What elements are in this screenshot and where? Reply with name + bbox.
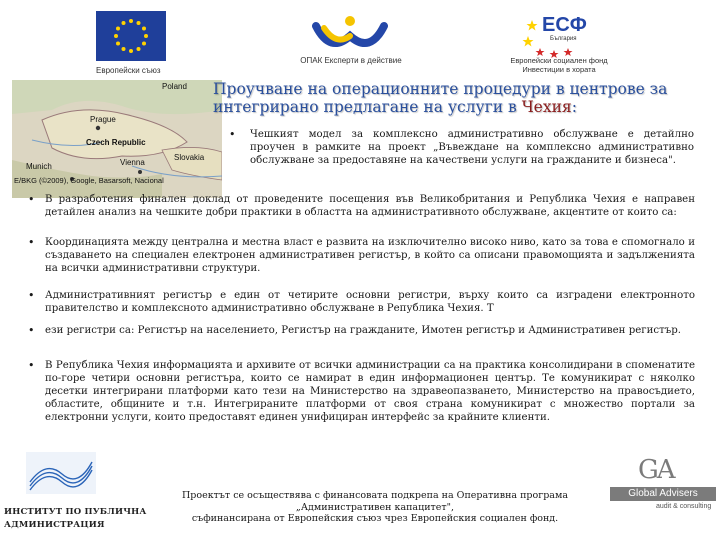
esf-logo-text: ЕСФ — [542, 14, 587, 36]
bullet-icon: • — [28, 289, 35, 302]
esf-caption-line2: Инвестиции в хората — [522, 65, 596, 74]
ga-logo-sub: audit & consulting — [656, 503, 712, 510]
institute-logo — [26, 452, 96, 494]
map-label-munich: Munich — [26, 162, 52, 171]
eu-caption: Европейски съюз — [96, 66, 161, 75]
bullet-icon: • — [229, 128, 236, 141]
title-main: Проучване на операционните процедури в центрове за интегрирано предлагане на услуги в — [213, 80, 668, 116]
title-highlight: Чехия — [521, 98, 572, 116]
esf-logo — [520, 14, 590, 58]
bullet-text-3: Координацията между централна и местна власт е развита на изключително високо ниво, като за това е спомогнало и създаването на специален електронен административен регистър, в който са описани правомощията и задълженията на всички административни структури. — [45, 237, 695, 274]
funding-note-line3: съфинансирана от Европейския съюз чрез Европейския социален фонд. — [191, 513, 559, 524]
map-credit: E/BKG (©2009), Google, Basarsoft, Nacional — [14, 176, 164, 185]
esf-caption-line1: Европейски социален фонд — [510, 56, 608, 65]
ga-monogram: GA — [638, 455, 674, 485]
global-advisers-logo — [610, 455, 720, 515]
title-suffix: : — [571, 98, 577, 116]
opak-figures-icon — [310, 14, 390, 54]
bullet-icon: • — [28, 236, 35, 249]
bullet-icon: • — [28, 324, 35, 337]
map-label-poland: Poland — [162, 82, 187, 91]
bullet-text-1: Чешкият модел за комплексно административно обслужване е детайлно проучен в рамките на проект „Въвеждане на комплексно административно обслужване за предоставяне на качествени услуги на гражданите и бизнеса". — [250, 129, 694, 166]
opak-logo — [310, 14, 390, 54]
institute-wave-icon — [26, 452, 96, 494]
esf-caption — [494, 56, 624, 74]
page-title — [213, 80, 713, 116]
bullet-text-5: ези регистри са: Регистър на населението, Регистър на гражданите, Имотен регистър и Административен регистър. — [45, 325, 681, 336]
funding-note-line1: Проектът се осъществява с финансовата подкрепа на Оперативна програма — [181, 490, 569, 501]
bullet-text-6: В Република Чехия информацията и архивите от всички администрации са на практика консолидирани в споменатите по-горе четири основни регистъра, които се намират в един информационен център. Те комуникират с няколко десетки интегрирани платформи като тези на Министерство на здравеопазването, Министерство на правосъдието, областите, общините и т.н. Интегрираните платформи от своя страна комуникират с множество портали за електронни услуги, които предоставят единен унифициран интерфейс за крайните клиенти. — [45, 360, 695, 423]
eu-flag-logo — [96, 11, 166, 61]
bullet-icon: • — [28, 193, 35, 206]
map-label-slovakia: Slovakia — [174, 153, 205, 162]
bullet-icon: • — [28, 359, 35, 372]
bullet-text-4: Административният регистър е един от четирите основни регистри, върху които са изградени електронното правителство и комплексното административно обслужване в Република Чехия. Т — [45, 290, 695, 314]
institute-name-line2: АДМИНИСТРАЦИЯ — [4, 520, 105, 530]
map-label-prague: Prague — [90, 115, 116, 124]
funding-note-line2: „Административен капацитет", — [295, 501, 455, 513]
esf-logo-subtext: България — [550, 36, 577, 42]
institute-name-line1: ИНСТИТУТ ПО ПУБЛИЧНА — [4, 507, 147, 517]
czech-map-image — [12, 80, 222, 198]
map-label-vienna: Vienna — [120, 158, 145, 167]
bullet-text-2: В разработения финален доклад от проведените посещения във Великобритания и Република Чехия е направен детайлен анализ на чешките добри практики в областта на административното обслужване, акцентите от които са: — [45, 194, 695, 218]
ga-logo-text: Global Advisers — [610, 487, 716, 501]
map-label-czech-republic: Czech Republic — [86, 138, 146, 147]
funding-note — [140, 490, 610, 525]
eu-stars-icon — [96, 11, 166, 61]
opak-caption: ОПАК Експерти в действие — [300, 56, 402, 65]
